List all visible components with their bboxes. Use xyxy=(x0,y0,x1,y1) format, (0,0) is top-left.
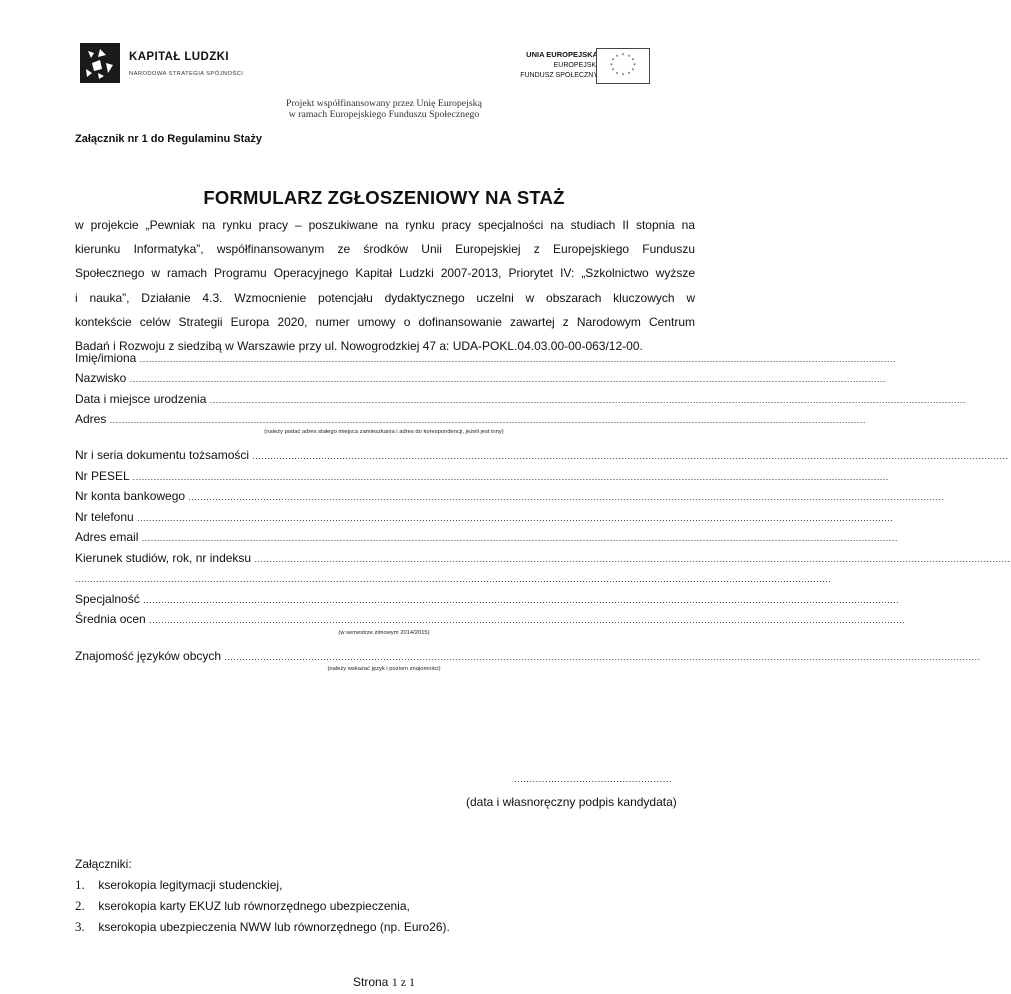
languages-dots: ............................................................................................................................................................................................................................................................ xyxy=(224,652,981,662)
languages-field[interactable] xyxy=(75,648,981,664)
svg-text:*: * xyxy=(615,54,619,61)
pesel-label: Nr PESEL xyxy=(75,469,130,483)
intro-line: Społecznego w ramach Programu Operacyjnego Kapitał Ludzki 2007-2013, Priorytet IV: „Szkolnictwo wyższe xyxy=(75,266,695,281)
intro-line: kierunku Informatyka”, współfinansowanym ze środków Unii Europejskiej z Europejskiego Funduszu xyxy=(75,242,695,257)
address-label: Adres xyxy=(75,412,107,426)
phone-dots: ............................................................................................................................................................................................................................................................ xyxy=(137,513,894,523)
specialty-dots: ............................................................................................................................................................................................................................................................ xyxy=(143,595,900,605)
svg-text:*: * xyxy=(631,68,635,74)
birth-label: Data i miejsce urodzenia xyxy=(75,392,207,406)
kapital-ludzki-title: KAPITAŁ LUDZKI xyxy=(129,51,229,63)
bank-account-dots: ............................................................................................................................................................................................................................................................ xyxy=(188,492,945,502)
languages-note: (należy wskazać język i poziom znajomości) xyxy=(327,666,441,672)
page-footer xyxy=(0,975,768,990)
address-field[interactable] xyxy=(75,411,866,427)
attachment-text: kserokopia ubezpieczenia NWW lub równorzędnego (np. Euro26). xyxy=(98,920,450,934)
intro-line: i nauka”, Działanie 4.3. Wzmocnienie potencjału dydaktycznego uczelni w obszarach kluczowych w xyxy=(75,290,695,305)
surname-label: Nazwisko xyxy=(75,371,127,385)
bank-account-label: Nr konta bankowego xyxy=(75,489,186,503)
gpa-dots: ............................................................................................................................................................................................................................................................ xyxy=(149,615,906,625)
birth-field[interactable] xyxy=(75,391,966,407)
phone-field[interactable] xyxy=(75,509,894,525)
svg-text:*: * xyxy=(611,68,615,74)
first-names-label: Imię/imiona xyxy=(75,351,137,365)
email-field[interactable] xyxy=(75,529,898,545)
eu-line-3: FUNDUSZ SPOŁECZNY xyxy=(520,72,598,79)
eu-line-1: UNIA EUROPEJSKA xyxy=(526,50,598,59)
kapital-ludzki-logo xyxy=(80,43,280,83)
surname-field[interactable] xyxy=(75,370,886,386)
address-dots: ............................................................................................................................................................................................................................................................ xyxy=(109,415,866,425)
specialty-field[interactable] xyxy=(75,591,900,607)
intro-line: kontekście celów Strategii Europa 2020, numer umowy o dofinansowanie zawartej z Narodowym Centrum xyxy=(75,314,695,329)
cofinancing-line-1: Projekt współfinansowany przez Unię Europejską xyxy=(286,98,482,109)
page-number: 1 z 1 xyxy=(391,975,416,989)
attachment-item xyxy=(75,917,450,937)
gpa-label: Średnia ocen xyxy=(75,612,146,626)
svg-text:*: * xyxy=(631,58,635,64)
id-document-field[interactable] xyxy=(75,447,1009,463)
attachment-number: 1. xyxy=(75,877,85,892)
study-field[interactable] xyxy=(75,550,1011,566)
pesel-field[interactable] xyxy=(75,468,889,484)
eu-logo xyxy=(492,48,692,88)
email-label: Adres email xyxy=(75,530,139,544)
svg-text:*: * xyxy=(627,54,631,61)
gpa-note: (w semestrze zimowym 2014/2015) xyxy=(338,630,430,636)
svg-text:*: * xyxy=(611,58,615,64)
svg-text:*: * xyxy=(615,71,619,78)
pesel-dots: ............................................................................................................................................................................................................................................................ xyxy=(132,472,889,482)
attachment-number: 2. xyxy=(75,898,85,913)
svg-text:*: * xyxy=(621,53,625,59)
kapital-ludzki-subtitle: NARODOWA STRATEGIA SPÓJNOŚCI xyxy=(129,71,244,77)
study-label: Kierunek studiów, rok, nr indeksu xyxy=(75,551,252,565)
signature-line[interactable]: ................................................... xyxy=(514,774,673,784)
eu-flag-icon xyxy=(596,48,650,84)
attachments-title: Załączniki: xyxy=(75,857,132,871)
intro-line: w projekcie „Pewniak na rynku pracy – poszukiwane na rynku pracy specjalności na studiach II stopnia na xyxy=(75,218,695,232)
attachment-number: 3. xyxy=(75,919,85,934)
bank-account-field[interactable] xyxy=(75,488,945,504)
annex-label: Załącznik nr 1 do Regulaminu Staży xyxy=(75,133,263,145)
first-names-dots: ............................................................................................................................................................................................................................................................ xyxy=(139,354,896,364)
gpa-field[interactable] xyxy=(75,611,906,627)
study-dots: ............................................................................................................................................................................................................................................................ xyxy=(254,554,1011,564)
intro-paragraph xyxy=(75,213,695,358)
id-document-label: Nr i seria dokumentu tożsamości xyxy=(75,448,250,462)
eu-logo-text xyxy=(520,50,598,82)
form-title: FORMULARZ ZGŁOSZENIOWY NA STAŻ xyxy=(203,187,565,208)
phone-label: Nr telefonu xyxy=(75,510,134,524)
attachment-text: kserokopia karty EKUZ lub równorzędnego ubezpieczenia, xyxy=(98,899,410,913)
specialty-label: Specjalność xyxy=(75,592,140,606)
birth-dots: ............................................................................................................................................................................................................................................................ xyxy=(209,395,966,405)
page-word: Strona xyxy=(352,975,392,989)
study-continuation-dots: ............................................................................................................................................................................................................................................................ xyxy=(75,574,832,584)
attachment-text: kserokopia legitymacji studenckiej, xyxy=(98,878,283,892)
cofinancing-line-2: w ramach Europejskiego Funduszu Społecznego xyxy=(288,109,480,120)
attachment-item xyxy=(75,875,282,895)
first-names-field[interactable] xyxy=(75,350,896,366)
svg-text:*: * xyxy=(633,63,636,69)
svg-text:*: * xyxy=(621,73,625,79)
attachment-item xyxy=(75,896,410,916)
signature-label: (data i własnoręczny podpis kandydata) xyxy=(466,795,677,809)
id-document-dots: ............................................................................................................................................................................................................................................................ xyxy=(252,451,1009,461)
languages-label: Znajomość języków obcych xyxy=(75,649,222,663)
study-continuation-field[interactable] xyxy=(75,570,832,586)
surname-dots: ............................................................................................................................................................................................................................................................ xyxy=(129,374,886,384)
svg-text:*: * xyxy=(610,63,613,69)
kapital-ludzki-emblem-icon xyxy=(80,43,120,83)
eu-line-2: EUROPEJSKI xyxy=(553,61,598,69)
address-note: (należy podać adres stałego miejsca zamieszkania i adres do korespondencji, jeżeli jest inny) xyxy=(264,429,504,435)
email-dots: ............................................................................................................................................................................................................................................................ xyxy=(141,533,898,543)
intro-line: Badań i Rozwoju z siedzibą w Warszawie przy ul. Nowogrodzkiej 47 a: UDA-POKL.04.03.00-00-063/12-00. xyxy=(75,338,643,353)
svg-text:*: * xyxy=(627,71,631,78)
